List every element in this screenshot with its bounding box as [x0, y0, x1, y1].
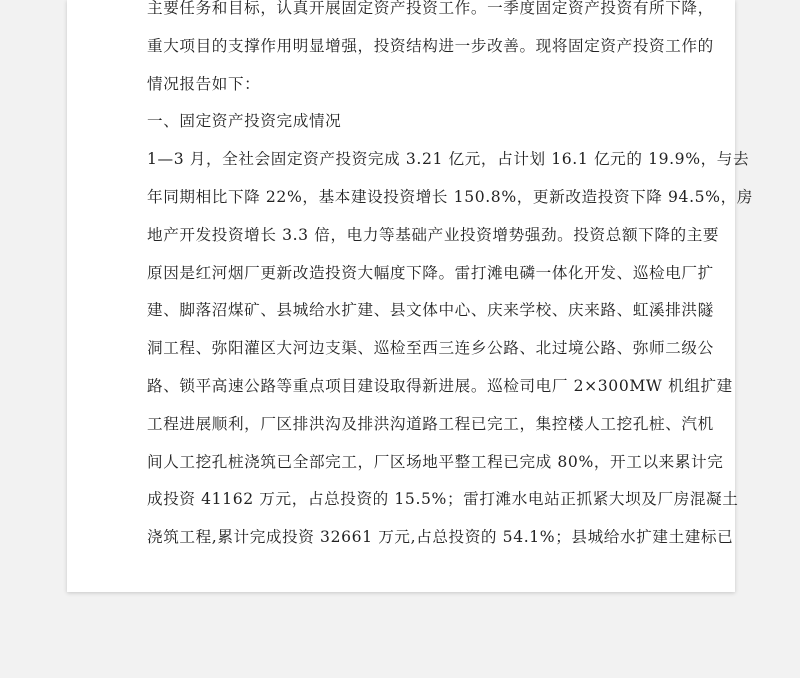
text-line: 地产开发投资增长 3.3 倍，电力等基础产业投资增势强劲。投资总额下降的主要: [147, 225, 720, 244]
text-line: 重大项目的支撑作用明显增强，投资结构进一步改善。现将固定资产投资工作的: [147, 36, 714, 55]
text-line: 1—3 月，全社会固定资产投资完成 3.21 亿元，占计划 16.1 亿元的 19.9%，与去: [147, 150, 750, 169]
text-line: 间人工挖孔桩浇筑已全部完工，厂区场地平整工程已完成 80%，开工以来累计完: [147, 452, 724, 471]
text-line: 原因是红河烟厂更新改造投资大幅度下降。雷打滩电磷一体化开发、巡检电厂扩: [147, 263, 714, 282]
text-line: 主要任务和目标，认真开展固定资产投资工作。一季度固定资产投资有所下降，: [147, 0, 714, 17]
section-heading: 一、固定资产投资完成情况: [147, 112, 342, 131]
text-line: 浇筑工程,累计完成投资 32661 万元,占总投资的 54.1%；县城给水扩建土建标已: [147, 528, 734, 547]
document-body: [147, 0, 753, 557]
document-page: [67, 0, 753, 592]
text-line: 年同期相比下降 22%，基本建设投资增长 150.8%，更新改造投资下降 94.5%，房: [147, 187, 753, 206]
text-line: 情况报告如下：: [147, 74, 261, 93]
text-line: 洞工程、弥阳灌区大河边支渠、巡检至西三连乡公路、北过境公路、弥师二级公: [147, 339, 714, 358]
text-line: 路、锁平高速公路等重点项目建设取得新进展。巡检司电厂 2×300MW 机组扩建: [147, 376, 733, 395]
text-line: 成投资 41162 万元，占总投资的 15.5%；雷打滩水电站正抓紧大坝及厂房混凝土: [147, 490, 739, 509]
text-line: 建、脚落沼煤矿、县城给水扩建、县文体中心、庆来学校、庆来路、虹溪排洪隧: [147, 301, 714, 320]
text-line: 工程进展顺利，厂区排洪沟及排洪沟道路工程已完工，集控楼人工挖孔桩、汽机: [147, 414, 714, 433]
